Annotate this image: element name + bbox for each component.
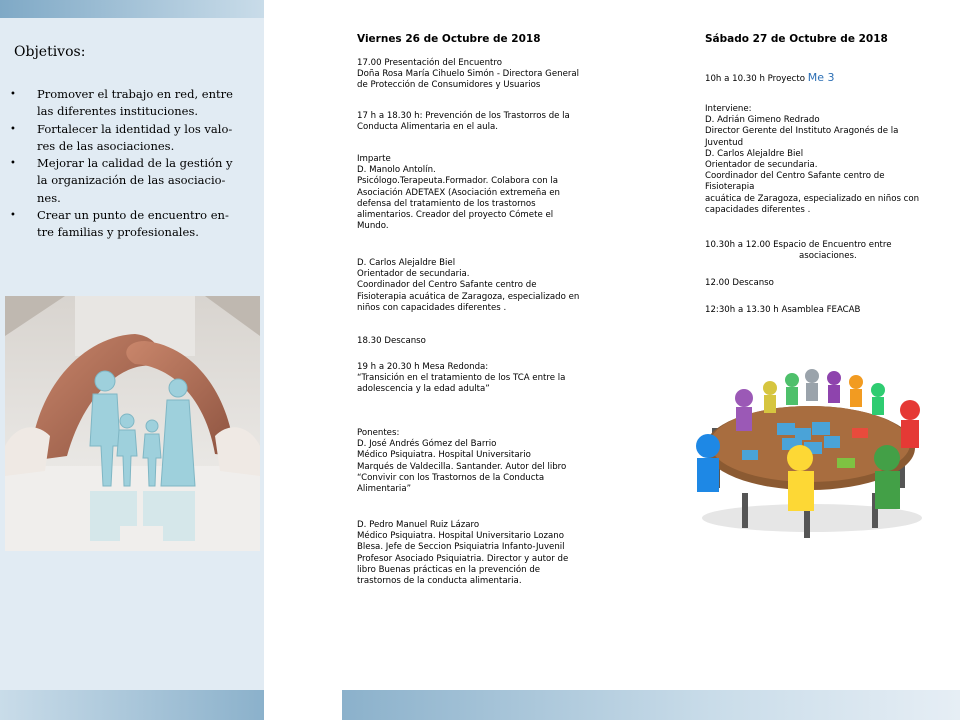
bullet-icon: • <box>10 89 16 100</box>
viernes-descanso: 18.30 Descanso <box>357 336 426 346</box>
sabado-interviene: Interviene: D. Adrián Gimeno Redrado Director Gerente del Instituto Aragonés de la Juventud D. Carlos Alejaldre Biel Orientador de secundaria. Coordinador del Centro Safante centro de Fisioterapia acuática de Zaragoza, especializado en niños con capacidades diferentes . <box>705 104 920 215</box>
family-protection-image <box>5 296 260 551</box>
bottom-decorative-bar-right <box>342 690 960 720</box>
objectives-list <box>10 86 250 242</box>
sabado-title: Sábado 27 de Octubre de 2018 <box>705 33 888 45</box>
puzzle-meeting-image <box>682 358 940 548</box>
viernes-presentacion: 17.00 Presentación del Encuentro Doña Rosa María Cihuelo Simón - Directora General de Protección de Consumidores y Usuarios <box>357 58 580 91</box>
objective-item: • Mejorar la calidad de la gestión y la organización de las asociacio- nes. <box>10 156 233 205</box>
objectives-title: Objetivos: <box>14 44 86 60</box>
objective-item: • Promover el trabajo en red, entre las diferentes instituciones. <box>10 87 233 119</box>
bullet-icon: • <box>10 210 16 222</box>
viernes-mesa-redonda: 19 h a 20.30 h Mesa Redonda: “Transición en el tratamiento de los TCA entre la adolescencia y la edad adulta” <box>357 362 566 395</box>
bottom-decorative-bar <box>0 690 264 720</box>
viernes-carlos: D. Carlos Alejaldre Biel Orientador de secundaria. Coordinador del Centro Safante centro de Fisioterapia acuática de Zaragoza, especializado en niños con capacidades diferentes . <box>357 258 580 313</box>
viernes-pedro: D. Pedro Manuel Ruiz Lázaro Médico Psiquiatra. Hospital Universitario Lozano Blesa. Jefe de Seccion Psiquiatria Infanto-Juvenil Profesor Asociado Psiquiatria. Director y autor de libro Buenas prácticas en la prevención de trastornos de la conducta alimentaria. <box>357 520 569 587</box>
sabado-descanso: 12.00 Descanso <box>705 278 774 288</box>
proyecto-name: Me 3 <box>807 71 835 84</box>
objective-item: • Crear un punto de encuentro en- tre familias y profesionales. <box>10 208 229 240</box>
top-decorative-bar <box>0 0 264 18</box>
sabado-proyecto: 10h a 10.30 h Proyecto Me 3 <box>705 71 835 84</box>
sabado-asamblea: 12:30h a 13.30 h Asamblea FEACAB <box>705 305 861 315</box>
viernes-imparte: Imparte D. Manolo Antolín. Psicólogo.Terapeuta.Formador. Colabora con la Asociación ADETAEX (Asociación extremeña en defensa del tratamiento de los trastornos alimentarios. Creador del proyecto Cómete el Mundo. <box>357 154 560 232</box>
viernes-ponentes: Ponentes: D. José Andrés Gómez del Barrio Médico Psiquiatra. Hospital Universitario Marqués de Valdecilla. Santander. Autor del libro “Convivir con los Trastornos de la Conducta Alimentaria” <box>357 428 567 495</box>
viernes-prevencion: 17 h a 18.30 h: Prevención de los Trastorros de la Conducta Alimentaria en el aula. <box>357 111 570 133</box>
viernes-title: Viernes 26 de Octubre de 2018 <box>357 33 541 45</box>
fold-gap <box>264 0 342 720</box>
bullet-icon: • <box>10 158 16 170</box>
sabado-espacio: 10.30h a 12.00 Espacio de Encuentro entre asociaciones. <box>705 240 892 262</box>
objective-item: • Fortalecer la identidad y los valo- res de las asociaciones. <box>10 121 233 153</box>
bullet-icon: • <box>10 123 16 135</box>
